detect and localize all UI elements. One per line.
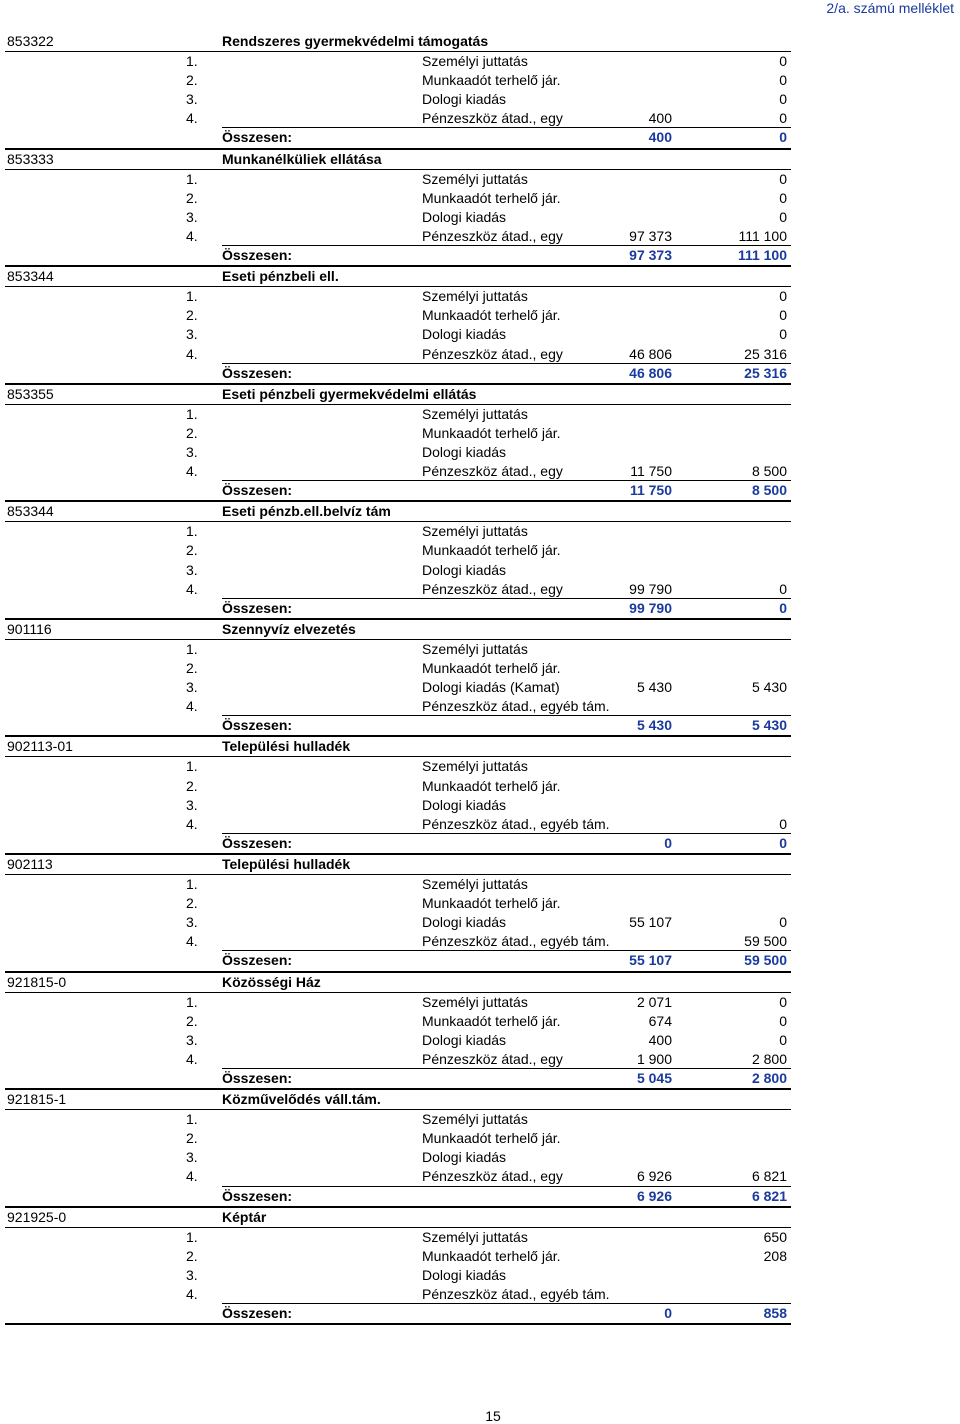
line-item (5, 90, 791, 109)
item-label: Pénzeszköz átad., egy (422, 345, 563, 362)
section-header (5, 737, 791, 757)
item-label: Munkaadót terhelő jár. (422, 1130, 561, 1147)
line-item (5, 541, 791, 560)
section-code: 902113 (7, 855, 53, 872)
item-number: 3. (186, 914, 198, 931)
total-value-1: 5 430 (636, 717, 672, 734)
item-value-1: 99 790 (629, 580, 672, 597)
line-item (5, 306, 791, 325)
line-item (5, 993, 791, 1012)
item-label: Dologi kiadás (422, 443, 507, 460)
item-number: 4. (186, 933, 198, 950)
line-item (5, 913, 791, 932)
line-item (5, 932, 791, 951)
line-item (5, 1247, 791, 1266)
item-label: Személyi juttatás (422, 758, 528, 775)
section-total (5, 128, 791, 149)
item-value-2: 0 (779, 91, 787, 108)
item-number: 1. (186, 876, 198, 893)
line-item (5, 227, 791, 246)
item-label: Munkaadót terhelő jár. (422, 307, 561, 324)
item-number: 4. (186, 1168, 198, 1185)
item-number: 3. (186, 1031, 198, 1048)
section-header (5, 620, 791, 640)
section-total (5, 716, 791, 737)
line-item (5, 1285, 791, 1304)
item-value-2: 0 (779, 1031, 787, 1048)
total-value-1: 99 790 (629, 599, 672, 616)
line-item (5, 894, 791, 913)
total-value-2: 5 430 (751, 717, 787, 734)
section-title: Munkanélküliek ellátása (222, 150, 382, 167)
section-code: 902113-01 (7, 738, 73, 755)
section-header (5, 267, 791, 287)
total-label: Összesen: (222, 364, 293, 381)
total-value-2: 858 (763, 1305, 787, 1322)
item-label: Munkaadót terhelő jár. (422, 72, 561, 89)
item-number: 1. (186, 53, 198, 70)
line-item (5, 208, 791, 227)
section-total (5, 1069, 791, 1090)
item-number: 1. (186, 1228, 198, 1245)
line-item (5, 815, 791, 834)
line-item (5, 777, 791, 796)
item-number: 4. (186, 463, 198, 480)
total-value-2: 0 (779, 834, 787, 851)
line-item (5, 287, 791, 306)
item-label: Pénzeszköz átad., egyéb tám. (422, 933, 610, 950)
item-number: 4. (186, 580, 198, 597)
section-header (5, 32, 791, 52)
item-value-2: 111 100 (738, 227, 787, 244)
total-label: Összesen: (222, 1069, 293, 1086)
item-number: 2. (186, 660, 198, 676)
item-value-1: 46 806 (629, 345, 672, 362)
item-value-1: 400 (648, 110, 672, 127)
section-title: Eseti pénzb.ell.belvíz tám (222, 503, 391, 520)
item-label: Dologi kiadás (422, 914, 507, 931)
line-item (5, 1050, 791, 1069)
line-item (5, 462, 791, 481)
item-value-2: 5 430 (751, 679, 787, 696)
line-item (5, 1228, 791, 1247)
section-total (5, 364, 791, 385)
item-value-2: 0 (779, 307, 787, 324)
item-label: Pénzeszköz átad., egy (422, 227, 563, 244)
item-value-1: 55 107 (629, 914, 672, 931)
section-code: 853322 (7, 33, 54, 49)
item-label: Személyi juttatás (422, 640, 528, 657)
line-item (5, 71, 791, 90)
line-item (5, 405, 791, 424)
line-item (5, 1031, 791, 1050)
line-item (5, 424, 791, 443)
item-label: Dologi kiadás (422, 326, 507, 343)
item-value-1: 1 900 (636, 1050, 672, 1067)
section-total (5, 1304, 791, 1325)
item-number: 1. (186, 288, 198, 305)
total-value-2: 6 821 (751, 1187, 787, 1204)
section-title: Szennyvíz elvezetés (222, 620, 356, 637)
line-item (5, 1167, 791, 1186)
item-value-2: 0 (779, 53, 787, 70)
total-label: Összesen: (222, 952, 293, 969)
item-number: 2. (186, 1012, 198, 1029)
line-item (5, 1110, 791, 1129)
total-value-2: 0 (779, 599, 787, 616)
item-number: 4. (186, 698, 198, 715)
line-item (5, 640, 791, 659)
section-code: 853355 (7, 385, 54, 402)
item-label: Dologi kiadás (422, 1149, 507, 1166)
total-value-2: 2 800 (751, 1069, 787, 1086)
line-item (5, 678, 791, 697)
item-number: 2. (186, 542, 198, 559)
item-number: 2. (186, 895, 198, 912)
item-number: 1. (186, 170, 198, 187)
item-label: Dologi kiadás (422, 561, 507, 578)
section-header (5, 1208, 791, 1228)
item-value-2: 208 (763, 1247, 787, 1264)
section-title: Közművelődés váll.tám. (222, 1091, 381, 1108)
item-label: Munkaadót terhelő jár. (422, 777, 561, 794)
section-title: Eseti pénzbeli gyermekvédelmi ellátás (222, 385, 477, 402)
item-value-2: 0 (779, 1012, 787, 1029)
item-label: Személyi juttatás (422, 53, 528, 70)
item-value-2: 0 (779, 208, 787, 225)
item-label: Pénzeszköz átad., egy (422, 580, 563, 597)
total-label: Összesen: (222, 834, 293, 851)
item-label: Munkaadót terhelő jár. (422, 542, 561, 559)
item-label: Pénzeszköz átad., egyéb tám. (422, 698, 610, 715)
item-number: 1. (186, 1111, 198, 1128)
item-number: 3. (186, 1266, 198, 1283)
section-header (5, 502, 791, 522)
item-number: 3. (186, 443, 198, 460)
line-item (5, 1148, 791, 1167)
item-value-2: 0 (779, 580, 787, 597)
total-value-2: 25 316 (744, 364, 787, 381)
section-code: 853344 (7, 268, 54, 285)
item-value-2: 0 (779, 72, 787, 89)
total-value-1: 11 750 (629, 482, 672, 499)
item-value-1: 2 071 (636, 993, 672, 1010)
line-item (5, 325, 791, 344)
line-item (5, 52, 791, 71)
item-value-2: 2 800 (751, 1050, 787, 1067)
item-number: 4. (186, 227, 198, 244)
item-label: Dologi kiadás (Kamat) (422, 679, 560, 696)
item-label: Személyi juttatás (422, 1228, 528, 1245)
section-total (5, 1187, 791, 1208)
section-title: Települési hulladék (222, 738, 351, 755)
item-label: Munkaadót terhelő jár. (422, 1012, 561, 1029)
item-number: 4. (186, 1286, 198, 1302)
item-label: Személyi juttatás (422, 993, 528, 1010)
total-value-1: 6 926 (636, 1187, 672, 1204)
item-value-2: 0 (779, 326, 787, 343)
item-label: Pénzeszköz átad., egy (422, 1168, 563, 1185)
item-value-2: 6 821 (751, 1168, 787, 1185)
item-number: 2. (186, 189, 198, 206)
item-number: 3. (186, 91, 198, 108)
item-label: Dologi kiadás (422, 1031, 507, 1048)
total-value-1: 46 806 (629, 364, 672, 381)
item-label: Pénzeszköz átad., egyéb tám. (422, 815, 610, 832)
section-code: 921815-1 (7, 1091, 67, 1108)
total-label: Összesen: (222, 599, 293, 616)
item-number: 2. (186, 777, 198, 794)
line-item (5, 522, 791, 541)
item-number: 4. (186, 345, 198, 362)
line-item (5, 109, 791, 128)
total-value-1: 0 (664, 834, 672, 851)
line-item (5, 189, 791, 208)
item-value-2: 0 (779, 914, 787, 931)
line-item (5, 757, 791, 776)
item-number: 1. (186, 993, 198, 1010)
section-code: 901116 (7, 620, 52, 637)
item-value-1: 5 430 (636, 679, 672, 696)
item-number: 3. (186, 796, 198, 813)
item-number: 3. (186, 1149, 198, 1166)
section-total (5, 246, 791, 267)
section-code: 853333 (7, 150, 54, 167)
section-header (5, 855, 791, 875)
item-number: 1. (186, 640, 198, 657)
item-label: Dologi kiadás (422, 208, 507, 225)
item-value-2: 0 (779, 170, 787, 187)
line-item (5, 345, 791, 364)
item-label: Munkaadót terhelő jár. (422, 189, 561, 206)
section-code: 921815-0 (7, 973, 67, 990)
item-number: 2. (186, 1247, 198, 1264)
line-item (5, 580, 791, 599)
item-value-1: 400 (648, 1031, 672, 1048)
item-label: Munkaadót terhelő jár. (422, 895, 561, 912)
item-number: 3. (186, 679, 198, 696)
line-item (5, 875, 791, 894)
section-title: Települési hulladék (222, 855, 351, 872)
total-value-2: 0 (779, 129, 787, 146)
item-label: Pénzeszköz átad., egy (422, 463, 563, 480)
section-total (5, 599, 791, 620)
item-number: 4. (186, 815, 198, 832)
total-label: Összesen: (222, 482, 293, 499)
item-value-2: 0 (779, 288, 787, 305)
section-title: Eseti pénzbeli ell. (222, 268, 339, 285)
line-item (5, 1129, 791, 1148)
item-label: Személyi juttatás (422, 876, 528, 893)
total-value-1: 0 (664, 1305, 672, 1322)
annex-label: 2/a. számú melléklet (826, 0, 954, 16)
total-value-2: 111 100 (737, 247, 787, 264)
total-value-1: 400 (648, 129, 672, 146)
item-number: 2. (186, 424, 198, 441)
total-label: Összesen: (222, 717, 293, 734)
item-value-2: 0 (779, 189, 787, 206)
line-item (5, 796, 791, 815)
line-item (5, 1266, 791, 1285)
section-header (5, 385, 791, 405)
item-label: Személyi juttatás (422, 405, 528, 422)
item-number: 4. (186, 110, 198, 127)
section-title: Közösségi Ház (222, 973, 321, 990)
item-label: Dologi kiadás (422, 796, 507, 813)
total-value-1: 97 373 (629, 247, 672, 264)
budget-table (5, 32, 791, 1325)
item-number: 2. (186, 72, 198, 89)
item-number: 1. (186, 758, 198, 775)
line-item (5, 697, 791, 716)
item-value-2: 59 500 (744, 933, 787, 950)
section-code: 921925-0 (7, 1208, 67, 1225)
item-value-2: 25 316 (744, 345, 787, 362)
total-label: Összesen: (222, 1187, 293, 1204)
line-item (5, 561, 791, 580)
item-number: 1. (186, 523, 198, 540)
item-value-2: 0 (779, 110, 787, 127)
item-label: Személyi juttatás (422, 523, 528, 540)
section-code: 853344 (7, 503, 54, 520)
item-label: Személyi juttatás (422, 288, 528, 305)
item-label: Pénzeszköz átad., egy (422, 1050, 563, 1067)
line-item (5, 659, 791, 678)
item-label: Személyi juttatás (422, 1111, 528, 1128)
total-value-2: 59 500 (744, 952, 787, 969)
item-label: Munkaadót terhelő jár. (422, 1247, 561, 1264)
section-total (5, 481, 791, 502)
item-label: Munkaadót terhelő jár. (422, 660, 561, 676)
item-value-2: 8 500 (751, 463, 787, 480)
total-value-1: 55 107 (629, 952, 672, 969)
item-value-1: 6 926 (636, 1168, 672, 1185)
item-label: Pénzeszköz átad., egy (422, 110, 563, 127)
item-value-2: 0 (779, 815, 787, 832)
item-number: 3. (186, 208, 198, 225)
total-label: Összesen: (222, 129, 293, 146)
section-header (5, 973, 791, 993)
item-number: 2. (186, 1130, 198, 1147)
line-item (5, 443, 791, 462)
item-number: 1. (186, 405, 198, 422)
item-label: Munkaadót terhelő jár. (422, 424, 561, 441)
item-label: Pénzeszköz átad., egyéb tám. (422, 1286, 610, 1302)
item-value-1: 97 373 (629, 227, 672, 244)
item-label: Személyi juttatás (422, 170, 528, 187)
section-total (5, 834, 791, 855)
item-number: 4. (186, 1050, 198, 1067)
item-number: 3. (186, 326, 198, 343)
section-title: Rendszeres gyermekvédelmi támogatás (222, 33, 489, 49)
line-item (5, 170, 791, 189)
section-total (5, 951, 791, 972)
item-value-1: 11 750 (630, 463, 672, 480)
total-label: Összesen: (222, 247, 293, 264)
item-label: Dologi kiadás (422, 91, 507, 108)
total-value-2: 8 500 (751, 482, 787, 499)
total-value-1: 5 045 (636, 1069, 672, 1086)
item-value-2: 650 (763, 1228, 787, 1245)
section-header (5, 1090, 791, 1110)
section-title: Képtár (222, 1208, 267, 1225)
item-number: 3. (186, 561, 198, 578)
item-number: 2. (186, 307, 198, 324)
section-header (5, 150, 791, 170)
item-value-1: 674 (648, 1012, 672, 1029)
item-label: Dologi kiadás (422, 1266, 507, 1283)
page-number: 15 (485, 1408, 501, 1424)
line-item (5, 1012, 791, 1031)
total-label: Összesen: (222, 1305, 293, 1322)
item-value-2: 0 (779, 993, 787, 1010)
